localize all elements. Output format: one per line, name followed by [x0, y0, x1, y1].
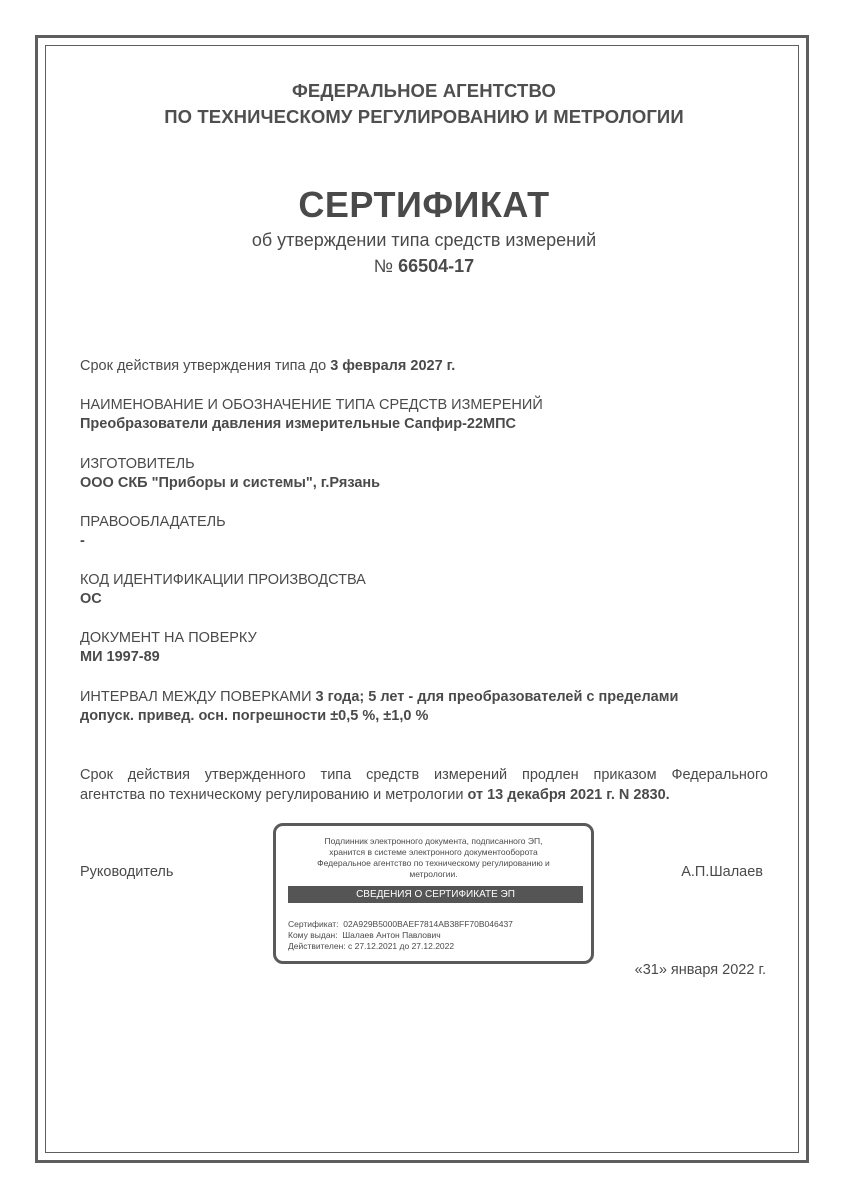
- code-label: КОД ИДЕНТИФИКАЦИИ ПРОИЗВОДСТВА: [80, 572, 366, 588]
- signature-name: А.П.Шалаев: [681, 864, 763, 880]
- name-label: НАИМЕНОВАНИЕ И ОБОЗНАЧЕНИЕ ТИПА СРЕДСТВ ИЗМЕРЕНИЙ: [80, 397, 543, 413]
- interval-value-2: допуск. привед. осн. погрешности ±0,5 %, ±1,0 %: [80, 708, 429, 724]
- stamp-line-1: Подлинник электронного документа, подписанного ЭП,: [324, 836, 543, 846]
- validity-line: [80, 358, 455, 374]
- number-value: 66504-17: [398, 256, 475, 276]
- validity-date: 3 февраля 2027 г.: [330, 358, 456, 374]
- stamp-valid-label: Действителен:: [288, 941, 346, 951]
- stamp-certificate-label: Сертификат:: [288, 919, 339, 929]
- interval-line-1: [80, 689, 678, 705]
- extension-line-1: Срок действия утвержденного типа средств измерений продлен приказом Федерального: [80, 767, 768, 783]
- stamp-certificate: [288, 919, 513, 929]
- code-value: ОС: [80, 591, 102, 607]
- rightholder-value: -: [80, 533, 85, 549]
- stamp-title-bar: СВЕДЕНИЯ О СЕРТИФИКАТЕ ЭП: [288, 886, 583, 903]
- manufacturer-value: ООО СКБ "Приборы и системы", г.Рязань: [80, 475, 381, 491]
- certificate-number: [0, 256, 848, 277]
- electronic-signature-stamp: [273, 823, 594, 964]
- stamp-line-2: хранится в системе электронного документооборота: [329, 847, 538, 857]
- extension-line-2: [80, 787, 670, 803]
- stamp-header: [276, 836, 591, 880]
- stamp-line-4: метрологии.: [409, 869, 458, 879]
- stamp-valid-value: с 27.12.2021 до 27.12.2022: [348, 941, 455, 951]
- validity-label: Срок действия утверждения типа до: [80, 358, 327, 374]
- rightholder-label: ПРАВООБЛАДАТЕЛЬ: [80, 514, 226, 530]
- stamp-certificate-value: 02A929B5000BAEF7814AB38FF70B046437: [343, 919, 513, 929]
- extension-order: от 13 декабря 2021 г. N 2830.: [467, 787, 670, 803]
- certificate-title: СЕРТИФИКАТ: [298, 184, 550, 225]
- agency-line-1: ФЕДЕРАЛЬНОЕ АГЕНТСТВО: [292, 80, 556, 101]
- extension-line-2-text: агентства по техническому регулированию и метрологии: [80, 787, 464, 803]
- certificate-subtitle: об утверждении типа средств измерений: [251, 230, 597, 250]
- manufacturer-label: ИЗГОТОВИТЕЛЬ: [80, 456, 195, 472]
- signature-date: «31» января 2022 г.: [634, 962, 766, 978]
- stamp-issued-label: Кому выдан:: [288, 930, 338, 940]
- interval-value-1: 3 года; 5 лет - для преобразователей с пределами: [315, 689, 679, 705]
- number-prefix: №: [373, 256, 394, 276]
- interval-label: ИНТЕРВАЛ МЕЖДУ ПОВЕРКАМИ: [80, 689, 312, 705]
- verification-doc-value: МИ 1997-89: [80, 649, 160, 665]
- stamp-issued-to: [288, 930, 441, 940]
- stamp-line-3: Федеральное агентство по техническому регулированию и: [317, 858, 550, 868]
- verification-doc-label: ДОКУМЕНТ НА ПОВЕРКУ: [80, 630, 257, 646]
- stamp-validity: [288, 941, 454, 951]
- signature-role: Руководитель: [80, 864, 174, 880]
- stamp-issued-value: Шалаев Антон Павлович: [342, 930, 441, 940]
- name-value: Преобразователи давления измерительные Сапфир-22МПС: [80, 416, 517, 432]
- agency-line-2: ПО ТЕХНИЧЕСКОМУ РЕГУЛИРОВАНИЮ И МЕТРОЛОГИИ: [164, 106, 684, 127]
